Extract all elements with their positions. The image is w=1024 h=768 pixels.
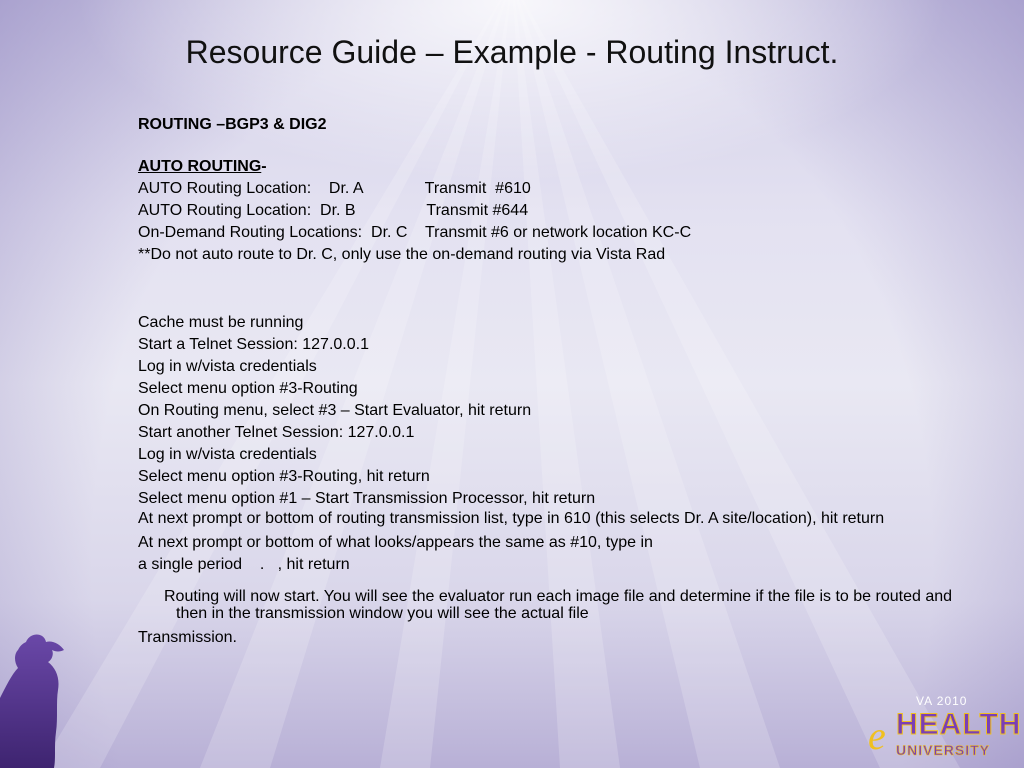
closing-note: Routing will now start. You will see the evaluator run each image file and determine if the file is to be routed and then in the transmission window you will see the actual file [164, 588, 953, 622]
routing-line: On-Demand Routing Locations: Dr. C Transmit #6 or network location KC-C [138, 224, 692, 241]
auto-routing-label: AUTO ROUTING [138, 158, 262, 175]
ehealth-university-logo [868, 692, 1022, 762]
step-item: Cache must be running [138, 314, 304, 331]
step-item: Select menu option #1 – Start Transmission Processor, hit return [138, 490, 596, 507]
auto-routing-suffix: - [261, 158, 267, 175]
auto-routing-title [138, 156, 968, 178]
closing-last: Transmission. [138, 629, 237, 646]
logo-university: UNIVERSITY [896, 742, 991, 758]
routing-note: **Do not auto route to Dr. C, only use the on-demand routing via Vista Rad [138, 246, 666, 263]
soldier-silhouette-image [0, 628, 80, 768]
routing-heading: ROUTING –BGP3 & DIG2 [138, 116, 327, 133]
step-item: a single period . , hit return [138, 556, 350, 573]
logo-health: HEALTH [896, 708, 1022, 741]
step-item: Start a Telnet Session: 127.0.0.1 [138, 336, 369, 353]
routing-line: AUTO Routing Location: Dr. B Transmit #644 [138, 202, 529, 219]
step-item: At next prompt or bottom of what looks/appears the same as #10, type in [138, 534, 653, 551]
slide-content [138, 114, 968, 649]
step-item: Log in w/vista credentials [138, 446, 317, 463]
logo-year: VA 2010 [916, 694, 968, 708]
step-item: On Routing menu, select #3 – Start Evaluator, hit return [138, 402, 532, 419]
logo-e: e [868, 713, 886, 758]
slide-title: Resource Guide – Example - Routing Instruct. [185, 34, 839, 70]
step-item: Select menu option #3-Routing, hit return [138, 468, 430, 485]
step-item: Select menu option #3-Routing [138, 380, 358, 397]
routing-line: AUTO Routing Location: Dr. A Transmit #610 [138, 180, 531, 197]
step-item: Start another Telnet Session: 127.0.0.1 [138, 424, 415, 441]
step-item: Log in w/vista credentials [138, 358, 317, 375]
step-item-hanging: At next prompt or bottom of routing transmission list, type in 610 (this selects Dr. A site/location), hit return [138, 510, 885, 527]
